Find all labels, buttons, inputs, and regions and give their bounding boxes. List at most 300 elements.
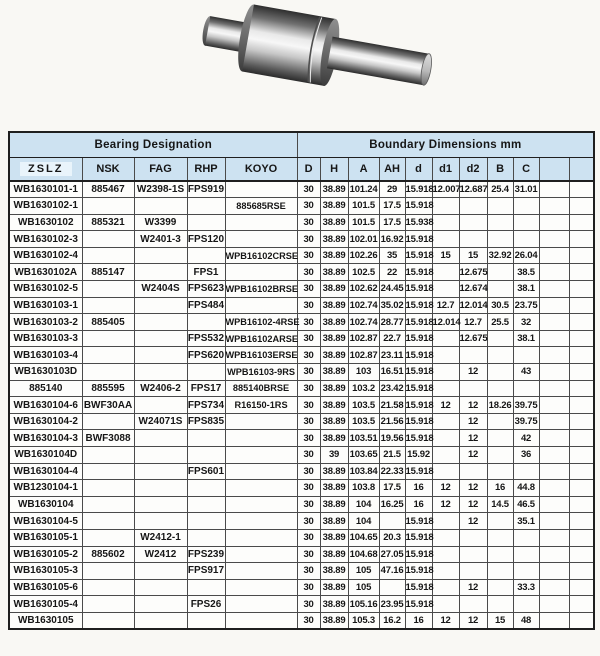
- group-header-boundary-dimensions: Boundary Dimensions mm: [297, 132, 594, 157]
- data-cell: [134, 397, 187, 414]
- data-cell: 39.75: [513, 413, 539, 430]
- data-cell: [569, 314, 594, 331]
- data-cell: [459, 380, 487, 397]
- data-cell: [539, 447, 569, 464]
- data-cell: 12.007: [432, 181, 459, 198]
- data-cell: FPS484: [187, 297, 225, 314]
- data-cell: [225, 264, 297, 281]
- data-cell: 103.5: [348, 397, 379, 414]
- data-cell: [487, 198, 513, 215]
- table-row: [9, 330, 594, 347]
- data-cell: WPB16103ERSE: [225, 347, 297, 364]
- table-row: [9, 513, 594, 530]
- data-cell: 38.89: [320, 380, 348, 397]
- data-cell: [134, 314, 187, 331]
- data-cell: [539, 529, 569, 546]
- zslz-designation-cell: WB1630104-6: [9, 397, 82, 414]
- data-cell: [225, 529, 297, 546]
- data-cell: [487, 364, 513, 381]
- data-cell: [82, 413, 134, 430]
- data-cell: [539, 579, 569, 596]
- data-cell: 102.5: [348, 264, 379, 281]
- table-row: [9, 214, 594, 231]
- data-cell: 38.89: [320, 496, 348, 513]
- table-row: [9, 480, 594, 497]
- data-cell: [432, 214, 459, 231]
- zslz-designation-cell: WB1630103-3: [9, 330, 82, 347]
- data-cell: 16: [487, 480, 513, 497]
- group-header-row: [9, 132, 594, 157]
- data-cell: 38.89: [320, 579, 348, 596]
- data-cell: 33.3: [513, 579, 539, 596]
- data-cell: [82, 198, 134, 215]
- data-cell: WPB16102-4RSE: [225, 314, 297, 331]
- data-cell: 38.89: [320, 281, 348, 298]
- zslz-designation-cell: WB1630104-4: [9, 463, 82, 480]
- data-cell: 30: [297, 612, 320, 629]
- column-header-fag: FAG: [134, 157, 187, 181]
- data-cell: 38.5: [513, 264, 539, 281]
- data-cell: 38.1: [513, 281, 539, 298]
- data-cell: [82, 612, 134, 629]
- data-cell: 25.4: [487, 181, 513, 198]
- data-cell: [134, 364, 187, 381]
- data-cell: 102.87: [348, 347, 379, 364]
- data-cell: 103.84: [348, 463, 379, 480]
- data-cell: 30: [297, 513, 320, 530]
- data-cell: [432, 281, 459, 298]
- zslz-designation-cell: WB1630102-1: [9, 198, 82, 215]
- data-cell: [459, 563, 487, 580]
- data-cell: [539, 198, 569, 215]
- table-row: [9, 579, 594, 596]
- column-header-koyo: KOYO: [225, 157, 297, 181]
- data-cell: 12.014: [459, 297, 487, 314]
- data-cell: 101.5: [348, 214, 379, 231]
- data-cell: [134, 463, 187, 480]
- data-cell: 15.918: [405, 563, 432, 580]
- data-cell: 15.918: [405, 513, 432, 530]
- data-cell: [569, 231, 594, 248]
- data-cell: 15.918: [405, 364, 432, 381]
- data-cell: [569, 430, 594, 447]
- data-cell: 35.02: [379, 297, 405, 314]
- data-cell: 38.89: [320, 247, 348, 264]
- data-cell: [432, 596, 459, 613]
- column-header-row: [9, 157, 594, 181]
- data-cell: WPB16102ARSE: [225, 330, 297, 347]
- column-header-d1: d1: [432, 157, 459, 181]
- data-cell: [569, 181, 594, 198]
- data-cell: 12.014: [432, 314, 459, 331]
- data-cell: 30: [297, 247, 320, 264]
- data-cell: 32: [513, 314, 539, 331]
- data-cell: 38.89: [320, 198, 348, 215]
- data-cell: 36: [513, 447, 539, 464]
- column-header-d: D: [297, 157, 320, 181]
- data-cell: WPB16102BRSE: [225, 281, 297, 298]
- data-cell: 38.89: [320, 480, 348, 497]
- data-cell: [487, 380, 513, 397]
- data-cell: 885147: [82, 264, 134, 281]
- data-cell: 15.918: [405, 281, 432, 298]
- data-cell: 12: [459, 447, 487, 464]
- data-cell: [539, 480, 569, 497]
- zslz-designation-cell: WB1630105: [9, 612, 82, 629]
- data-cell: 885321: [82, 214, 134, 231]
- data-cell: [539, 364, 569, 381]
- data-cell: [487, 330, 513, 347]
- data-cell: 38.89: [320, 430, 348, 447]
- data-cell: 35.1: [513, 513, 539, 530]
- data-cell: 103.2: [348, 380, 379, 397]
- data-cell: [569, 480, 594, 497]
- data-cell: 12: [459, 513, 487, 530]
- zslz-header-highlight: ZSLZ: [20, 162, 72, 176]
- data-cell: 30: [297, 297, 320, 314]
- data-cell: [432, 364, 459, 381]
- zslz-designation-cell: WB1630104-5: [9, 513, 82, 530]
- data-cell: [487, 281, 513, 298]
- data-cell: 17.5: [379, 214, 405, 231]
- data-cell: [569, 612, 594, 629]
- data-cell: 104: [348, 496, 379, 513]
- data-cell: [82, 563, 134, 580]
- data-cell: 103.65: [348, 447, 379, 464]
- data-cell: 38.89: [320, 612, 348, 629]
- data-cell: 22.7: [379, 330, 405, 347]
- table-row: [9, 247, 594, 264]
- data-cell: [82, 496, 134, 513]
- data-cell: 12.675: [459, 330, 487, 347]
- data-cell: [134, 447, 187, 464]
- data-cell: [225, 496, 297, 513]
- data-cell: [459, 214, 487, 231]
- data-cell: [487, 347, 513, 364]
- data-cell: [225, 231, 297, 248]
- data-cell: [225, 563, 297, 580]
- data-cell: 38.89: [320, 330, 348, 347]
- table-row: [9, 347, 594, 364]
- data-cell: 30: [297, 330, 320, 347]
- data-cell: 15.918: [405, 463, 432, 480]
- data-cell: 15.918: [405, 596, 432, 613]
- data-cell: 38.89: [320, 314, 348, 331]
- data-cell: 16: [405, 480, 432, 497]
- data-cell: 23.95: [379, 596, 405, 613]
- data-cell: 885595: [82, 380, 134, 397]
- data-cell: 105.3: [348, 612, 379, 629]
- table-row: [9, 397, 594, 414]
- data-cell: [569, 247, 594, 264]
- data-cell: [539, 612, 569, 629]
- data-cell: 30: [297, 413, 320, 430]
- data-cell: 48: [513, 612, 539, 629]
- zslz-designation-cell: WB1630104-2: [9, 413, 82, 430]
- data-cell: 30: [297, 447, 320, 464]
- data-cell: 15.918: [405, 380, 432, 397]
- data-cell: [487, 463, 513, 480]
- data-cell: 30: [297, 364, 320, 381]
- data-cell: 15.92: [405, 447, 432, 464]
- data-cell: [187, 496, 225, 513]
- data-cell: 103.5: [348, 413, 379, 430]
- data-cell: [432, 563, 459, 580]
- data-cell: 104: [348, 513, 379, 530]
- data-cell: [513, 198, 539, 215]
- column-header-nsk: NSK: [82, 157, 134, 181]
- data-cell: [569, 596, 594, 613]
- data-cell: 17.5: [379, 198, 405, 215]
- table-row: [9, 563, 594, 580]
- data-cell: [225, 596, 297, 613]
- column-header-a: A: [348, 157, 379, 181]
- data-cell: 42: [513, 430, 539, 447]
- data-cell: 12: [459, 612, 487, 629]
- zslz-designation-cell: WB1630103D: [9, 364, 82, 381]
- data-cell: 44.8: [513, 480, 539, 497]
- data-cell: [225, 181, 297, 198]
- data-cell: 15.918: [405, 413, 432, 430]
- data-cell: [187, 447, 225, 464]
- data-cell: [569, 447, 594, 464]
- data-cell: [569, 380, 594, 397]
- data-cell: [539, 297, 569, 314]
- data-cell: [187, 579, 225, 596]
- data-cell: 16: [405, 496, 432, 513]
- zslz-designation-cell: WB1630101-1: [9, 181, 82, 198]
- data-cell: [134, 330, 187, 347]
- data-cell: [459, 463, 487, 480]
- data-cell: 38.89: [320, 264, 348, 281]
- data-cell: [432, 231, 459, 248]
- data-cell: [225, 413, 297, 430]
- data-cell: [513, 546, 539, 563]
- data-cell: [187, 430, 225, 447]
- data-cell: [539, 380, 569, 397]
- bearing-cross-reference-table: [8, 131, 595, 630]
- data-cell: [539, 413, 569, 430]
- data-cell: [187, 513, 225, 530]
- data-cell: [134, 347, 187, 364]
- data-cell: [539, 181, 569, 198]
- data-cell: 21.58: [379, 397, 405, 414]
- data-cell: 103.51: [348, 430, 379, 447]
- data-cell: FPS835: [187, 413, 225, 430]
- data-cell: [487, 231, 513, 248]
- data-cell: 16.51: [379, 364, 405, 381]
- data-cell: 16.92: [379, 231, 405, 248]
- data-cell: 18.26: [487, 397, 513, 414]
- table-row: [9, 297, 594, 314]
- data-cell: [432, 413, 459, 430]
- data-cell: [225, 480, 297, 497]
- zslz-designation-cell: WB1630102A: [9, 264, 82, 281]
- data-cell: [539, 546, 569, 563]
- data-cell: 103: [348, 364, 379, 381]
- data-cell: [539, 330, 569, 347]
- data-cell: 38.89: [320, 181, 348, 198]
- data-cell: [187, 247, 225, 264]
- data-cell: 38.89: [320, 529, 348, 546]
- data-cell: 104.65: [348, 529, 379, 546]
- data-cell: 30: [297, 231, 320, 248]
- data-cell: 15.918: [405, 314, 432, 331]
- data-cell: [539, 397, 569, 414]
- data-cell: 23.42: [379, 380, 405, 397]
- data-cell: [432, 546, 459, 563]
- data-cell: [459, 231, 487, 248]
- zslz-designation-cell: WB1630104: [9, 496, 82, 513]
- data-cell: WPB16103-9RS: [225, 364, 297, 381]
- data-cell: [459, 198, 487, 215]
- data-cell: [539, 563, 569, 580]
- zslz-designation-cell: WB1630103-4: [9, 347, 82, 364]
- data-cell: W2412: [134, 546, 187, 563]
- data-cell: 16.2: [379, 612, 405, 629]
- data-cell: 38.89: [320, 397, 348, 414]
- data-cell: [225, 463, 297, 480]
- data-cell: FPS919: [187, 181, 225, 198]
- data-cell: [134, 430, 187, 447]
- data-cell: 15: [432, 247, 459, 264]
- data-cell: 101.24: [348, 181, 379, 198]
- data-cell: [539, 463, 569, 480]
- data-cell: [513, 596, 539, 613]
- data-cell: 885405: [82, 314, 134, 331]
- data-cell: [487, 264, 513, 281]
- data-cell: [539, 231, 569, 248]
- data-cell: [187, 198, 225, 215]
- data-cell: 12.7: [459, 314, 487, 331]
- data-cell: [487, 546, 513, 563]
- data-cell: [569, 214, 594, 231]
- data-cell: 15.918: [405, 347, 432, 364]
- table-row: [9, 380, 594, 397]
- data-cell: [569, 330, 594, 347]
- data-cell: [225, 546, 297, 563]
- data-cell: 21.56: [379, 413, 405, 430]
- data-cell: [432, 579, 459, 596]
- data-cell: 885467: [82, 181, 134, 198]
- data-cell: R16150-1RS: [225, 397, 297, 414]
- data-cell: 15: [487, 612, 513, 629]
- data-cell: 39.75: [513, 397, 539, 414]
- data-cell: 22: [379, 264, 405, 281]
- data-cell: [539, 513, 569, 530]
- data-cell: W2412-1: [134, 529, 187, 546]
- table-row: [9, 463, 594, 480]
- data-cell: 12: [432, 612, 459, 629]
- data-cell: [539, 214, 569, 231]
- data-cell: [82, 231, 134, 248]
- data-cell: [225, 612, 297, 629]
- table-row: [9, 198, 594, 215]
- data-cell: 38.89: [320, 463, 348, 480]
- table-row: [9, 546, 594, 563]
- data-cell: [513, 529, 539, 546]
- table-row: [9, 181, 594, 198]
- data-cell: [134, 264, 187, 281]
- data-cell: 47.16: [379, 563, 405, 580]
- data-cell: 30: [297, 430, 320, 447]
- table-body: [9, 181, 594, 629]
- data-cell: 38.89: [320, 563, 348, 580]
- data-cell: W24071S: [134, 413, 187, 430]
- data-cell: 12.687: [459, 181, 487, 198]
- table-row: [9, 612, 594, 629]
- data-cell: [487, 430, 513, 447]
- data-cell: [432, 198, 459, 215]
- data-cell: [134, 247, 187, 264]
- column-header-ah: AH: [379, 157, 405, 181]
- table-row: [9, 430, 594, 447]
- data-cell: 103.8: [348, 480, 379, 497]
- data-cell: [82, 347, 134, 364]
- data-cell: [225, 214, 297, 231]
- data-cell: 30: [297, 480, 320, 497]
- data-cell: [82, 247, 134, 264]
- data-cell: BWF3088: [82, 430, 134, 447]
- data-cell: 12.675: [459, 264, 487, 281]
- data-cell: [225, 513, 297, 530]
- data-cell: 15.918: [405, 231, 432, 248]
- data-cell: [187, 529, 225, 546]
- table-row: [9, 314, 594, 331]
- data-cell: 12.7: [432, 297, 459, 314]
- column-header-blank: [569, 157, 594, 181]
- data-cell: [539, 496, 569, 513]
- data-cell: [569, 463, 594, 480]
- data-cell: 12: [432, 397, 459, 414]
- data-cell: [432, 430, 459, 447]
- data-cell: [225, 297, 297, 314]
- data-cell: [569, 529, 594, 546]
- data-cell: [569, 397, 594, 414]
- data-cell: [134, 496, 187, 513]
- data-cell: [539, 347, 569, 364]
- data-cell: BWF30AA: [82, 397, 134, 414]
- data-cell: [432, 447, 459, 464]
- data-cell: 12: [459, 480, 487, 497]
- table-row: [9, 364, 594, 381]
- data-cell: W2404S: [134, 281, 187, 298]
- data-cell: [134, 612, 187, 629]
- zslz-designation-cell: WB1630102: [9, 214, 82, 231]
- data-cell: 38.89: [320, 546, 348, 563]
- data-cell: 38.89: [320, 347, 348, 364]
- data-cell: 43: [513, 364, 539, 381]
- bearing-shaft-graphic: [197, 0, 436, 104]
- data-cell: 15: [459, 247, 487, 264]
- zslz-designation-cell: WB1630103-2: [9, 314, 82, 331]
- data-cell: [459, 347, 487, 364]
- data-cell: [225, 430, 297, 447]
- data-cell: [539, 264, 569, 281]
- data-cell: 39: [320, 447, 348, 464]
- data-cell: 15.918: [405, 397, 432, 414]
- data-cell: 30: [297, 579, 320, 596]
- zslz-designation-cell: WB1630105-1: [9, 529, 82, 546]
- data-cell: 19.56: [379, 430, 405, 447]
- column-header-rhp: RHP: [187, 157, 225, 181]
- data-cell: [539, 430, 569, 447]
- data-cell: 30: [297, 281, 320, 298]
- data-cell: [513, 347, 539, 364]
- data-cell: 24.45: [379, 281, 405, 298]
- data-cell: W2401-3: [134, 231, 187, 248]
- zslz-designation-cell: WB1630102-4: [9, 247, 82, 264]
